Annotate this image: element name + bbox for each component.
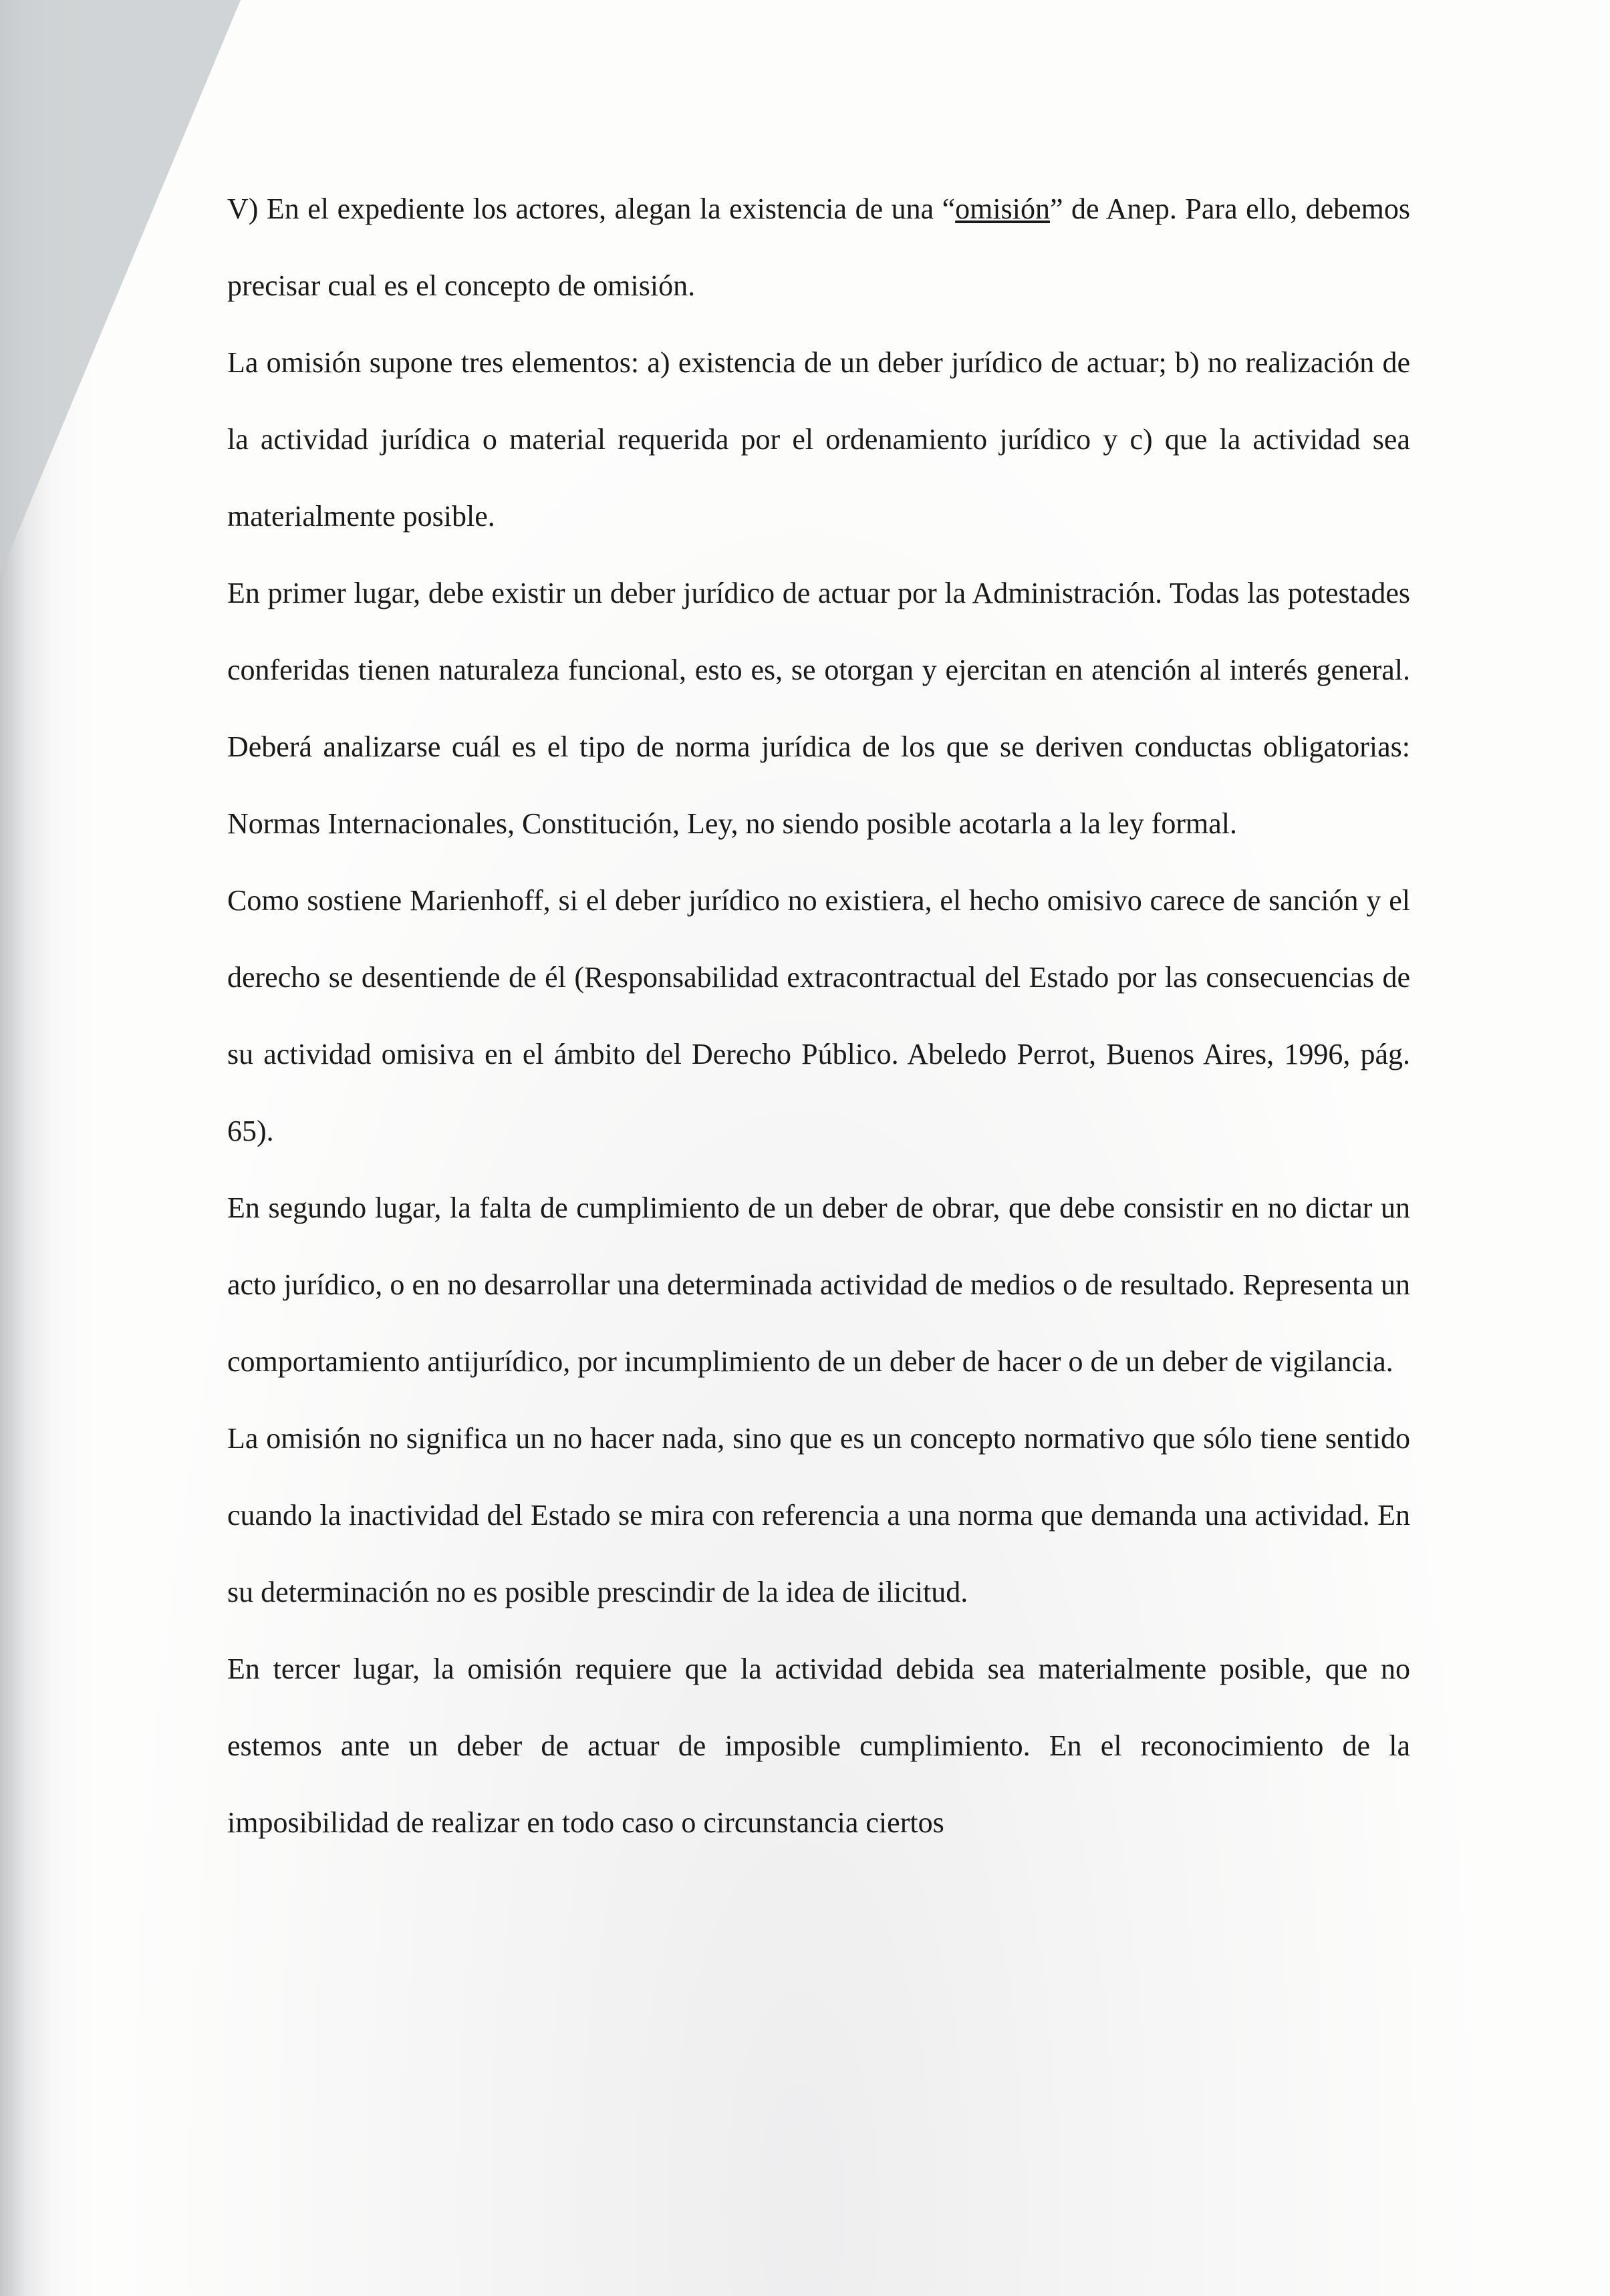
paragraph-1 — [227, 170, 1410, 324]
paragraph-1-start: V) En el expediente los actores, alegan la existencia de una “ — [227, 192, 956, 225]
underlined-term: omisión — [955, 192, 1050, 225]
document-body — [227, 170, 1410, 1861]
paragraph-4: Como sostiene Marienhoff, si el deber jurídico no existiera, el hecho omisivo carece de sanción y el derecho se desentiende de él (Responsabilidad extracontractual del Estado por las consecuencias de su actividad omisiva en el ámbito del Derecho Público. Abeledo Perrot, Buenos Aires, 1996, pág. 65). — [227, 884, 1410, 1147]
paragraph-3: En primer lugar, debe existir un deber jurídico de actuar por la Administración. Todas las potestades conferidas tienen naturaleza funcional, esto es, se otorgan y ejercitan en atención al interés general. Deberá analizarse cuál es el tipo de norma jurídica de los que se deriven conductas obligatorias: Normas Internacionales, Constitución, Ley, no siendo posible acotarla a la ley formal. — [227, 577, 1410, 840]
folded-corner-shadow — [0, 0, 241, 575]
paragraph-6: La omisión no significa un no hacer nada, sino que es un concepto normativo que sólo tiene sentido cuando la inactividad del Estado se mira con referencia a una norma que demanda una actividad. En su determinación no es posible prescindir de la idea de ilicitud. — [227, 1422, 1410, 1608]
paragraph-5: En segundo lugar, la falta de cumplimiento de un deber de obrar, que debe consistir en no dictar un acto jurídico, o en no desarrollar una determinada actividad de medios o de resultado. Representa un comportamiento antijurídico, por incumplimiento de un deber de hacer o de un deber de vigilancia. — [227, 1191, 1410, 1378]
paragraph-1-end: ” de Anep. Para ello, debemos precisar cual es el concepto de omisión. — [227, 192, 1410, 302]
paragraph-2: La omisión supone tres elementos: a) existencia de un deber jurídico de actuar; b) no realización de la actividad jurídica o material requerida por el ordenamiento jurídico y c) que la actividad sea materialmente posible. — [227, 346, 1410, 533]
paragraph-7: En tercer lugar, la omisión requiere que la actividad debida sea materialmente posible, que no estemos ante un deber de actuar de imposible cumplimiento. En el reconocimiento de la imposibilidad de realizar en todo caso o circunstancia ciertos — [227, 1653, 1410, 1839]
